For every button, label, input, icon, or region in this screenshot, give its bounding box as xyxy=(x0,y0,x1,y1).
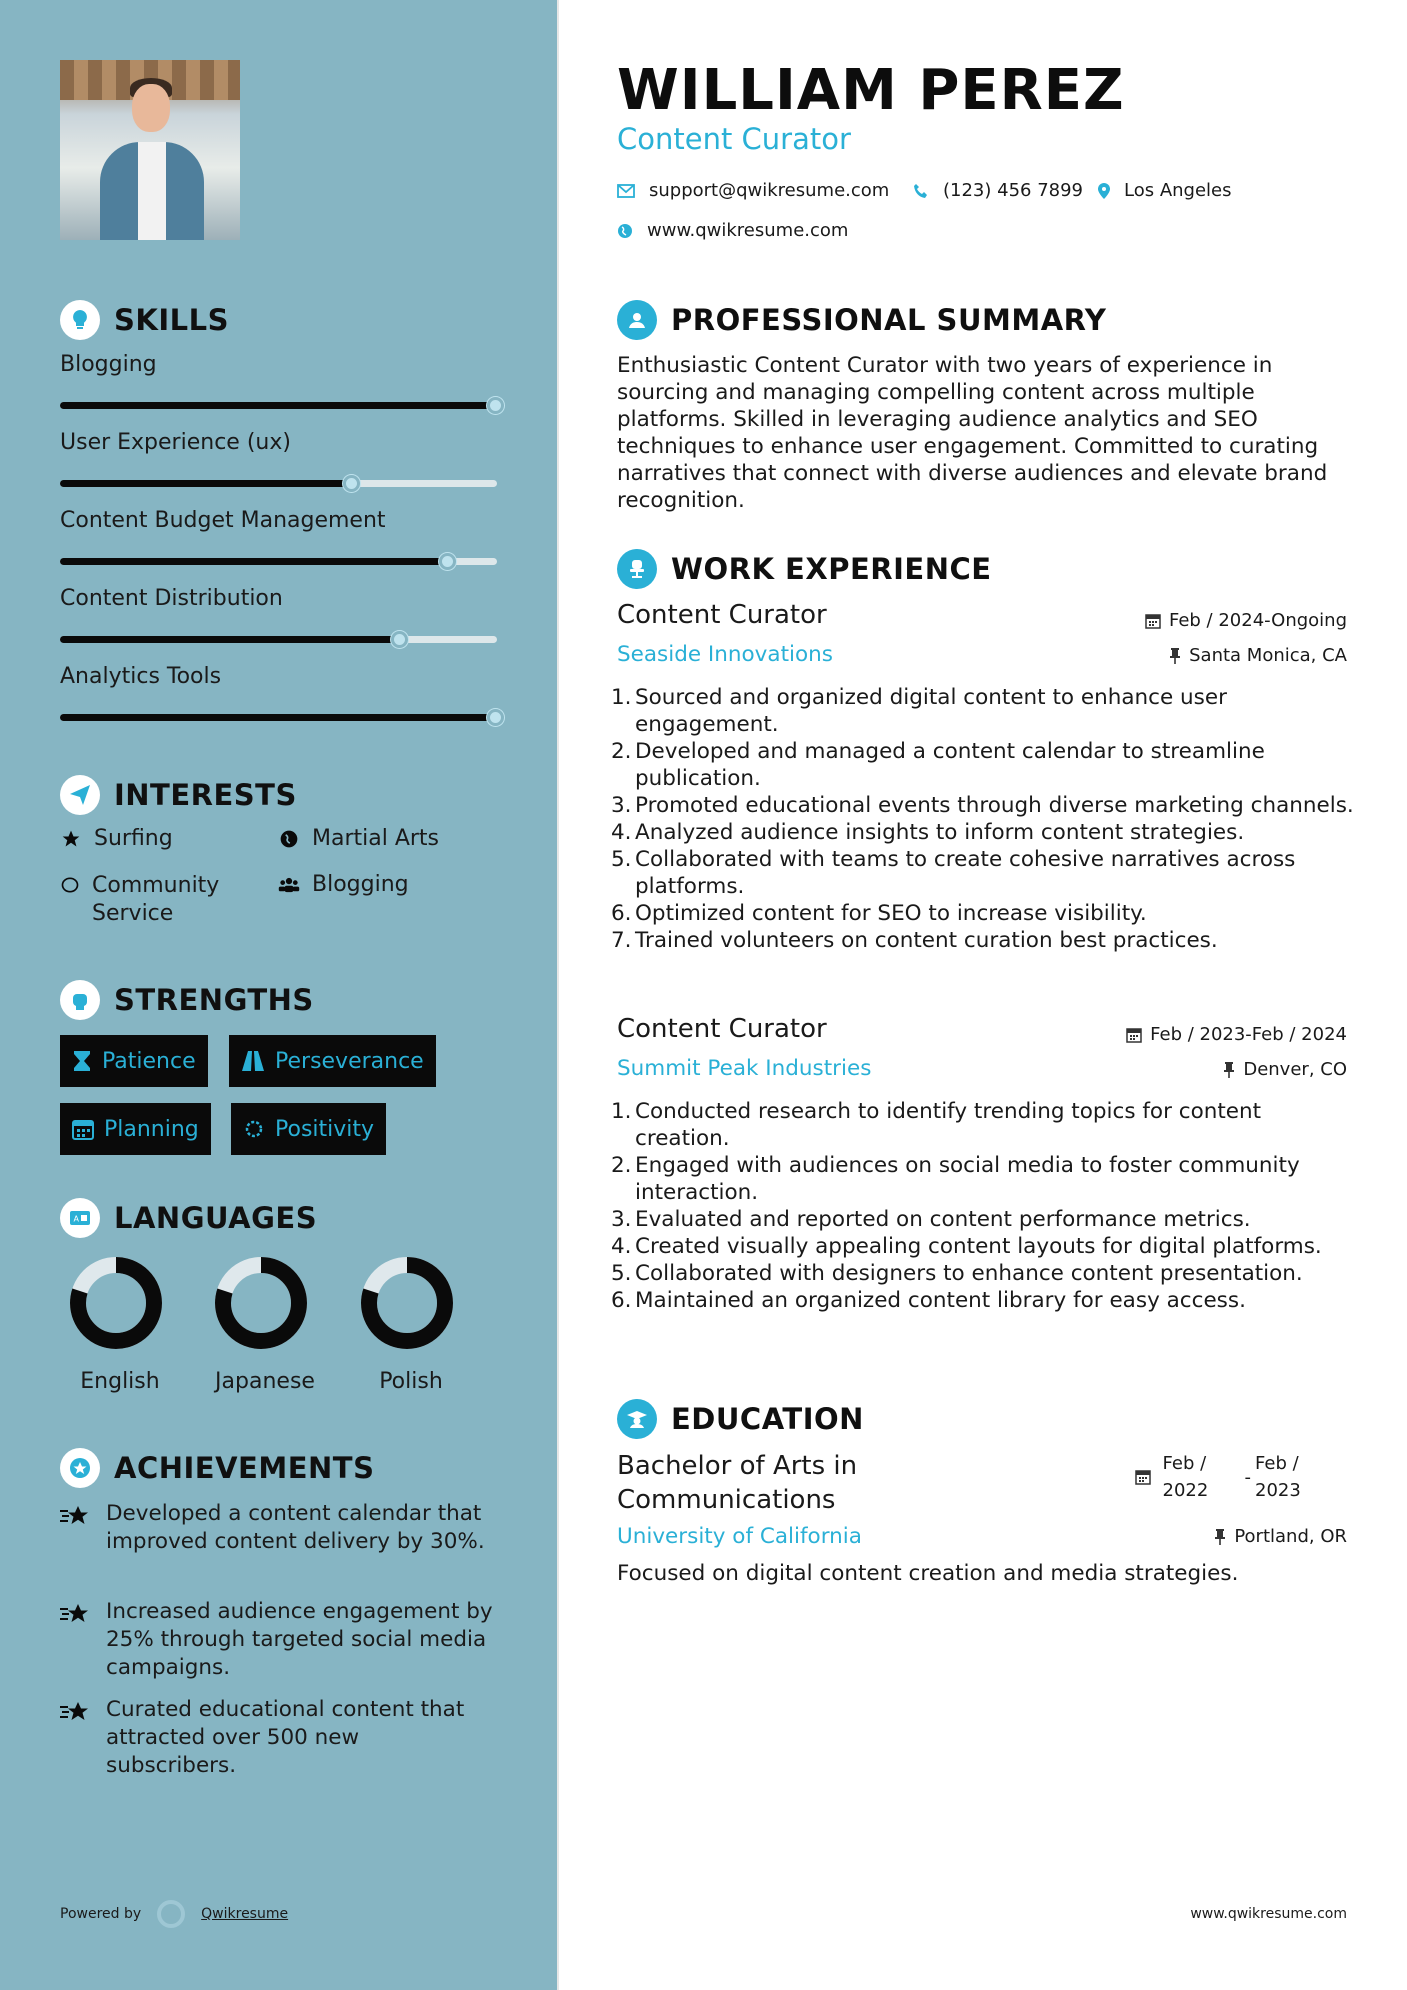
calendar-icon xyxy=(72,1118,94,1140)
education-description: Focused on digital content creation and media strategies. xyxy=(617,1561,1239,1586)
list-item: 7. Trained volunteers on content curation best practices. xyxy=(611,928,1218,953)
pushpin-icon xyxy=(1223,1062,1235,1078)
skill-bar-fill xyxy=(60,636,401,643)
interest-item: Community Service xyxy=(60,872,260,928)
skill-bar xyxy=(60,402,497,409)
list-item: 4. Created visually appealing content layouts for digital platforms. xyxy=(611,1234,1322,1259)
language-donut xyxy=(359,1255,455,1351)
skill-bar-knob xyxy=(487,397,504,414)
language-label: Japanese xyxy=(215,1369,315,1394)
skill-name: Analytics Tools xyxy=(60,664,222,689)
strength-tag: Planning xyxy=(60,1103,211,1155)
strengths-heading: STRENGTHS xyxy=(60,980,314,1020)
envelope-icon xyxy=(617,184,635,198)
interest-item: Martial Arts xyxy=(278,826,439,851)
calendar-icon xyxy=(1135,1469,1151,1485)
interests-heading: INTERESTS xyxy=(60,775,297,815)
skill-name: Content Budget Management xyxy=(60,508,386,533)
list-item: 5. Collaborated with teams to create cohesive narratives across platforms. xyxy=(611,847,1296,899)
list-item: 4. Analyzed audience insights to inform content strategies. xyxy=(611,820,1245,845)
list-item: 3. Promoted educational events through diverse marketing channels. xyxy=(611,793,1354,818)
users-icon xyxy=(278,872,300,895)
fist-icon xyxy=(60,980,100,1020)
skill-bar-knob xyxy=(439,553,456,570)
pushpin-icon xyxy=(1169,648,1181,664)
job-bullets xyxy=(611,684,1357,954)
skills-heading: SKILLS xyxy=(60,300,229,340)
shooting-star-icon xyxy=(60,1696,94,1780)
svg-text:A: A xyxy=(73,1214,79,1224)
candidate-name: WILLIAM PEREZ xyxy=(617,58,1125,123)
office-chair-icon xyxy=(617,549,657,589)
skill-bar-fill xyxy=(60,480,353,487)
achievements-heading: ACHIEVEMENTS xyxy=(60,1448,374,1488)
job-dates: Feb / 2024-Ongoing xyxy=(1145,610,1347,631)
list-item: 3. Evaluated and reported on content performance metrics. xyxy=(611,1207,1251,1232)
skill-bar xyxy=(60,714,497,721)
achievement-item: Curated educational content that attracted over 500 new subscribers. xyxy=(60,1696,500,1780)
contact-phone[interactable]: (123) 456 7899 xyxy=(913,180,1083,201)
qwikresume-logo-icon xyxy=(157,1900,185,1928)
list-item: 2. Developed and managed a content calendar to streamline publication. xyxy=(611,739,1265,791)
sun-icon xyxy=(243,1118,265,1140)
skill-bar-fill xyxy=(60,558,449,565)
candidate-role: Content Curator xyxy=(617,122,851,156)
map-pin-icon xyxy=(1098,183,1110,199)
skill-name: Blogging xyxy=(60,352,157,377)
list-item: 2. Engaged with audiences on social media to foster community interaction. xyxy=(611,1153,1300,1205)
globe-icon xyxy=(278,826,300,849)
brand-link[interactable]: Qwikresume xyxy=(201,1906,289,1922)
languages-heading: A LANGUAGES xyxy=(60,1198,317,1238)
award-star-icon xyxy=(60,1448,100,1488)
job-title: Content Curator xyxy=(617,600,827,630)
footer-url[interactable]: www.qwikresume.com xyxy=(1190,1906,1347,1922)
list-item: 5. Collaborated with designers to enhance content presentation. xyxy=(611,1261,1303,1286)
user-circle-icon xyxy=(617,300,657,340)
calendar-icon xyxy=(1145,613,1161,629)
paper-plane-icon xyxy=(60,775,100,815)
job-company: Seaside Innovations xyxy=(617,642,833,667)
interest-item: Surfing xyxy=(60,826,173,851)
lemon-icon xyxy=(60,872,80,895)
skill-bar xyxy=(60,636,497,643)
globe-icon xyxy=(617,223,633,239)
skill-name: User Experience (ux) xyxy=(60,430,291,455)
skill-item xyxy=(60,508,500,544)
skill-item xyxy=(60,586,500,622)
job-title: Content Curator xyxy=(617,1014,827,1044)
powered-by: Powered by Qwikresume xyxy=(60,1900,288,1928)
experience-heading: WORK EXPERIENCE xyxy=(617,549,992,589)
skill-bar-knob xyxy=(391,631,408,648)
skill-bar xyxy=(60,558,497,565)
skill-bar xyxy=(60,480,497,487)
contact-website[interactable]: www.qwikresume.com xyxy=(617,220,848,241)
skill-bar-fill xyxy=(60,714,497,721)
job-bullets xyxy=(611,1098,1357,1314)
list-item: 1. Sourced and organized digital content to enhance user engagement. xyxy=(611,685,1227,737)
skill-item xyxy=(60,430,500,466)
job-location: Denver, CO xyxy=(1223,1059,1347,1080)
date-separator: - xyxy=(1244,1466,1251,1488)
language-icon xyxy=(60,1198,100,1238)
job-dates: Feb / 2023-Feb / 2024 xyxy=(1126,1024,1347,1045)
summary-text: Enthusiastic Content Curator with two years of experience in sourcing and managing compelling content across multiple platforms. Skilled in leveraging audience analytics and SEO techniques to enhance user engagement. Committed to curating narratives that connect with diverse audiences and elevate brand recognition. xyxy=(617,353,1328,513)
skill-bar-knob xyxy=(343,475,360,492)
list-item: 6. Maintained an organized content library for easy access. xyxy=(611,1288,1246,1313)
skill-bar-fill xyxy=(60,402,497,409)
strength-tag: Patience xyxy=(60,1035,208,1087)
achievement-item: Increased audience engagement by 25% through targeted social media campaigns. xyxy=(60,1598,500,1682)
profile-photo xyxy=(60,60,240,240)
pushpin-icon xyxy=(1214,1529,1226,1545)
strength-tag: Perseverance xyxy=(229,1035,436,1087)
language-label: English xyxy=(80,1369,160,1394)
degree-title: Bachelor of Arts in Communications xyxy=(617,1451,858,1515)
star-icon xyxy=(60,826,82,849)
contact-email[interactable]: support@qwikresume.com xyxy=(617,180,889,201)
graduate-icon xyxy=(617,1399,657,1439)
contact-location: Los Angeles xyxy=(1098,180,1232,201)
skill-name: Content Distribution xyxy=(60,586,283,611)
language-donut xyxy=(68,1255,164,1351)
road-icon xyxy=(241,1050,265,1072)
column-divider xyxy=(557,0,559,1990)
list-item: 6. Optimized content for SEO to increase visibility. xyxy=(611,901,1147,926)
summary-heading: PROFESSIONAL SUMMARY xyxy=(617,300,1106,340)
language-donut xyxy=(213,1255,309,1351)
shooting-star-icon xyxy=(60,1598,94,1682)
strength-tag: Positivity xyxy=(231,1103,386,1155)
education-heading: EDUCATION xyxy=(617,1399,864,1439)
skill-bar-knob xyxy=(487,709,504,726)
job-location: Santa Monica, CA xyxy=(1169,645,1347,666)
language-label: Polish xyxy=(379,1369,443,1394)
hourglass-icon xyxy=(72,1050,92,1072)
list-item: 1. Conducted research to identify trending topics for content creation. xyxy=(611,1099,1262,1151)
job-company: Summit Peak Industries xyxy=(617,1056,872,1081)
education-location: Portland, OR xyxy=(1214,1526,1347,1547)
school-name: University of California xyxy=(617,1524,862,1549)
skill-item xyxy=(60,352,500,388)
achievement-item: Developed a content calendar that improved content delivery by 30%. xyxy=(60,1500,500,1556)
lightbulb-icon xyxy=(60,300,100,340)
calendar-icon xyxy=(1126,1027,1142,1043)
skill-item xyxy=(60,664,500,700)
interest-item: Blogging xyxy=(278,872,409,897)
education-dates: Feb / 2022 - Feb / 2023 xyxy=(1135,1450,1306,1504)
phone-icon xyxy=(913,183,929,199)
shooting-star-icon xyxy=(60,1500,94,1556)
